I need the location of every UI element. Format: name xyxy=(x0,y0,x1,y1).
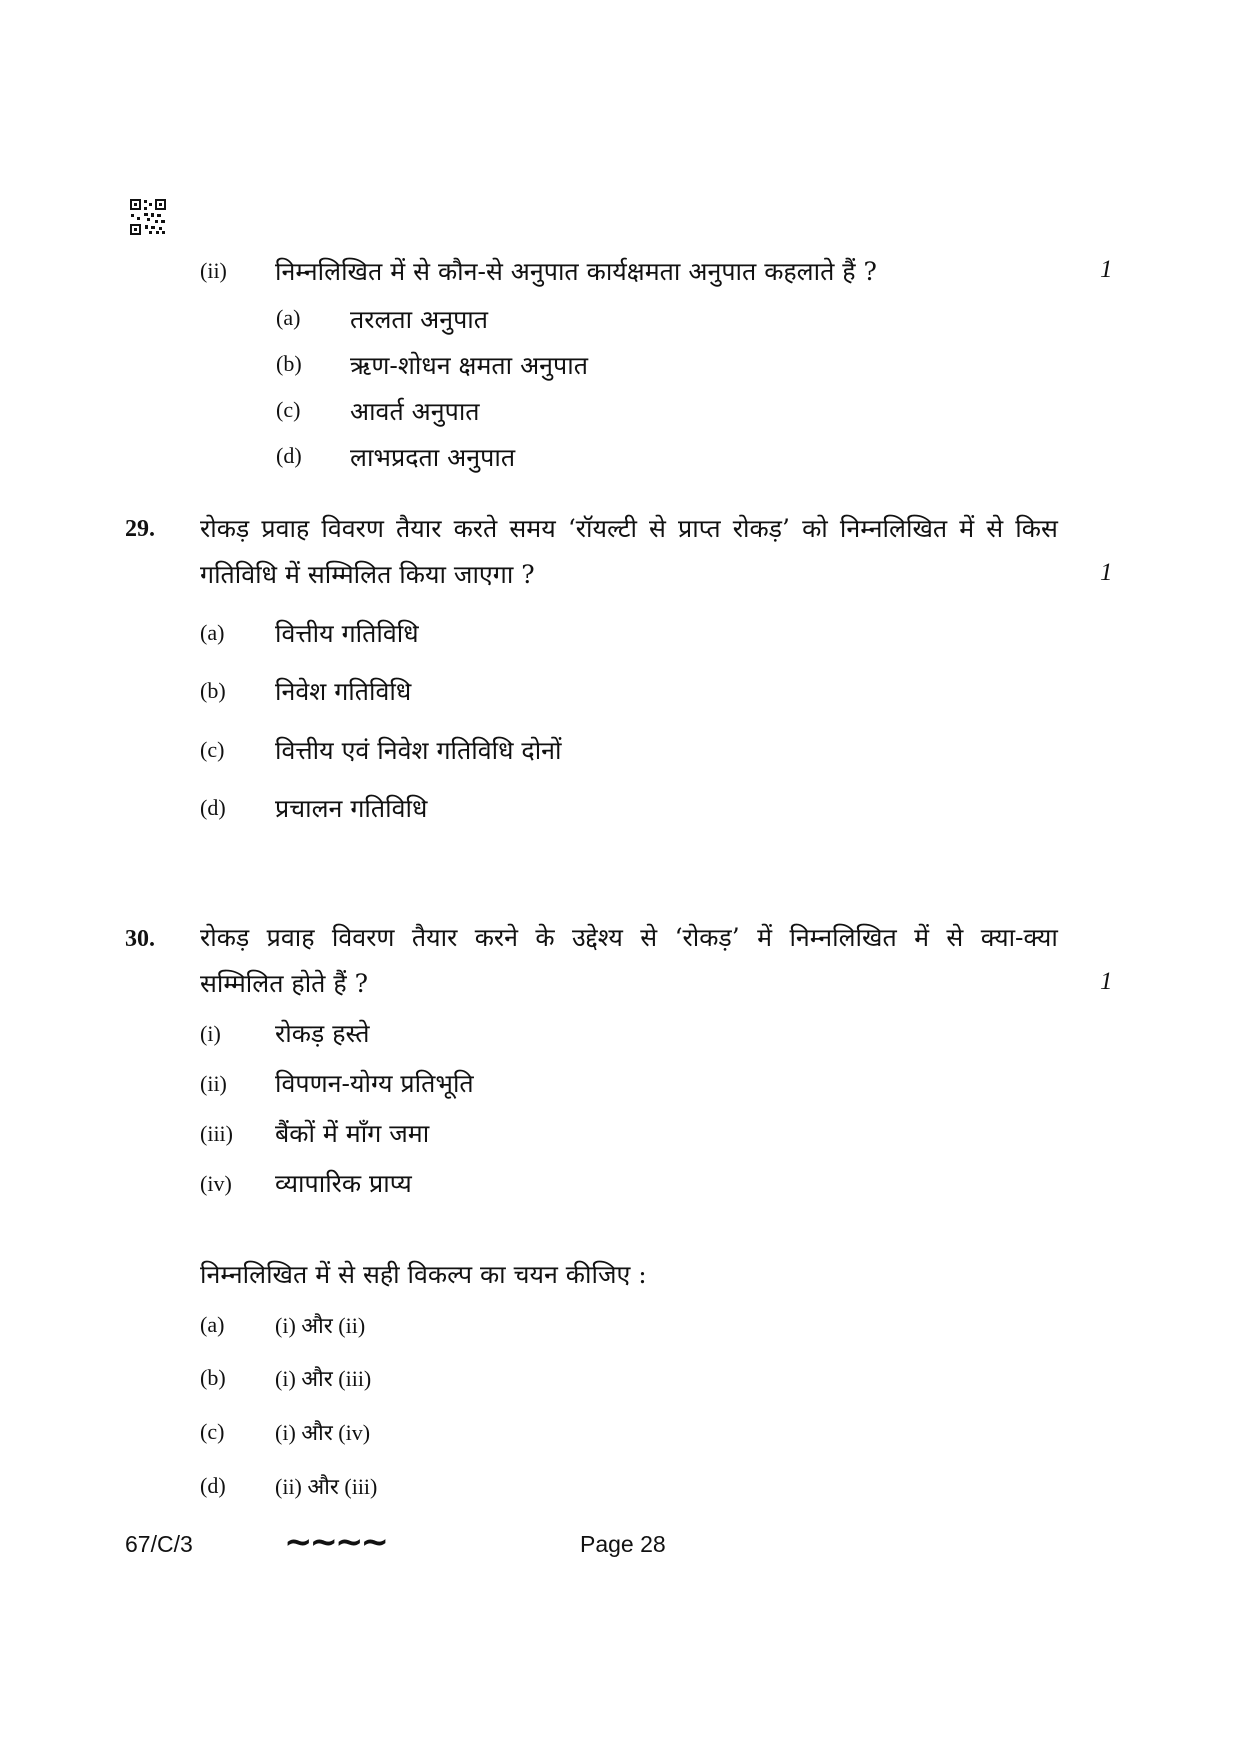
q30-option-b-label: (b) xyxy=(200,1365,226,1390)
question-28-ii-number: (ii) xyxy=(200,258,227,283)
q30-item-i-label: (i) xyxy=(200,1021,221,1046)
q30-option-a-label: (a) xyxy=(200,1312,225,1337)
q30-item-ii-text: विपणन-योग्य प्रतिभूति xyxy=(275,1069,474,1098)
word: को xyxy=(802,514,828,543)
question-30-text-line1 xyxy=(200,920,1058,954)
q28-option-d-label: (d) xyxy=(276,443,302,468)
q29-option-a-label: (a) xyxy=(200,620,225,645)
word: प्राप्त xyxy=(678,514,721,543)
question-30-number: 30. xyxy=(125,926,155,952)
q30-option-d-label: (d) xyxy=(200,1473,226,1498)
word: से xyxy=(640,923,658,952)
question-29-marks: 1 xyxy=(1100,559,1113,586)
word: रोकड़ xyxy=(200,514,250,543)
q30-option-c-text: (i) और (iv) xyxy=(275,1420,371,1445)
word: निम्नलिखित xyxy=(789,923,897,952)
q29-option-b-label: (b) xyxy=(200,678,226,703)
paper-code: 67/C/3 xyxy=(125,1531,193,1557)
question-28-ii-text: निम्नलिखित में से कौन-से अनुपात कार्यक्षमता अनुपात कहलाते हैं ? xyxy=(275,257,877,286)
q29-option-d-text: प्रचालन गतिविधि xyxy=(275,794,428,823)
q28-option-c-text: आवर्त अनुपात xyxy=(350,397,480,426)
word: में xyxy=(914,923,930,952)
q30-option-d-text: (ii) और (iii) xyxy=(275,1474,378,1499)
word: करने xyxy=(474,923,519,952)
q29-option-c-label: (c) xyxy=(200,737,225,762)
q30-instruction: निम्नलिखित में से सही विकल्प का चयन कीजिए : xyxy=(200,1260,647,1289)
q30-item-iii-text: बैंकों में माँग जमा xyxy=(275,1119,430,1148)
q28-option-b-text: ऋण-शोधन क्षमता अनुपात xyxy=(350,351,588,380)
q29-option-a-text: वित्तीय गतिविधि xyxy=(275,619,419,648)
q30-item-iv-label: (iv) xyxy=(200,1171,232,1196)
q29-option-d-label: (d) xyxy=(200,795,226,820)
word: से xyxy=(946,923,964,952)
q30-item-ii-label: (ii) xyxy=(200,1071,227,1096)
word: विवरण xyxy=(331,923,395,952)
q28-option-b-label: (b) xyxy=(276,351,302,376)
word: क्या-क्या xyxy=(980,923,1058,952)
q29-option-b-text: निवेश गतिविधि xyxy=(275,677,412,706)
q30-option-b-text: (i) और (iii) xyxy=(275,1366,372,1391)
word: समय xyxy=(509,514,556,543)
word: से xyxy=(986,514,1004,543)
word: प्रवाह xyxy=(261,514,310,543)
word: रोकड़’ xyxy=(732,514,791,543)
word: ‘रोकड़’ xyxy=(674,923,740,952)
word: से xyxy=(649,514,666,543)
word: उद्देश्य xyxy=(571,923,623,952)
word: निम्नलिखित xyxy=(839,514,948,543)
q28-option-a-label: (a) xyxy=(276,305,301,330)
q30-option-c-label: (c) xyxy=(200,1419,225,1444)
word: ‘रॉयल्टी xyxy=(567,514,637,543)
word: किस xyxy=(1015,514,1058,543)
page-number: Page 28 xyxy=(580,1531,666,1557)
question-29-text-line2: गतिविधि में सम्मिलित किया जाएगा ? xyxy=(200,560,535,589)
word: तैयार xyxy=(396,514,442,543)
q30-item-i-text: रोकड़ हस्ते xyxy=(275,1019,370,1048)
word: करते xyxy=(453,514,498,543)
word: रोकड़ xyxy=(200,923,250,952)
word: प्रवाह xyxy=(266,923,315,952)
word: में xyxy=(959,514,975,543)
q28-option-d-text: लाभप्रदता अनुपात xyxy=(350,443,516,472)
footer-wave-decoration: ~~~~ xyxy=(284,1522,386,1562)
word: के xyxy=(535,923,555,952)
q30-option-a-text: (i) और (ii) xyxy=(275,1313,366,1338)
q28-option-c-label: (c) xyxy=(276,397,301,422)
question-29-text-line1 xyxy=(200,511,1058,545)
qr-code-icon xyxy=(129,198,167,236)
q29-option-c-text: वित्तीय एवं निवेश गतिविधि दोनों xyxy=(275,736,562,765)
question-29-number: 29. xyxy=(125,516,155,542)
question-30-text-line2: सम्मिलित होते हैं ? xyxy=(200,969,368,998)
q30-item-iv-text: व्यापारिक प्राप्य xyxy=(275,1169,412,1198)
q30-item-iii-label: (iii) xyxy=(200,1121,233,1146)
q28-option-a-text: तरलता अनुपात xyxy=(350,305,488,334)
question-28-ii-marks: 1 xyxy=(1100,256,1113,283)
word: विवरण xyxy=(321,514,384,543)
question-30-marks: 1 xyxy=(1100,968,1113,995)
word: तैयार xyxy=(411,923,458,952)
word: में xyxy=(757,923,773,952)
